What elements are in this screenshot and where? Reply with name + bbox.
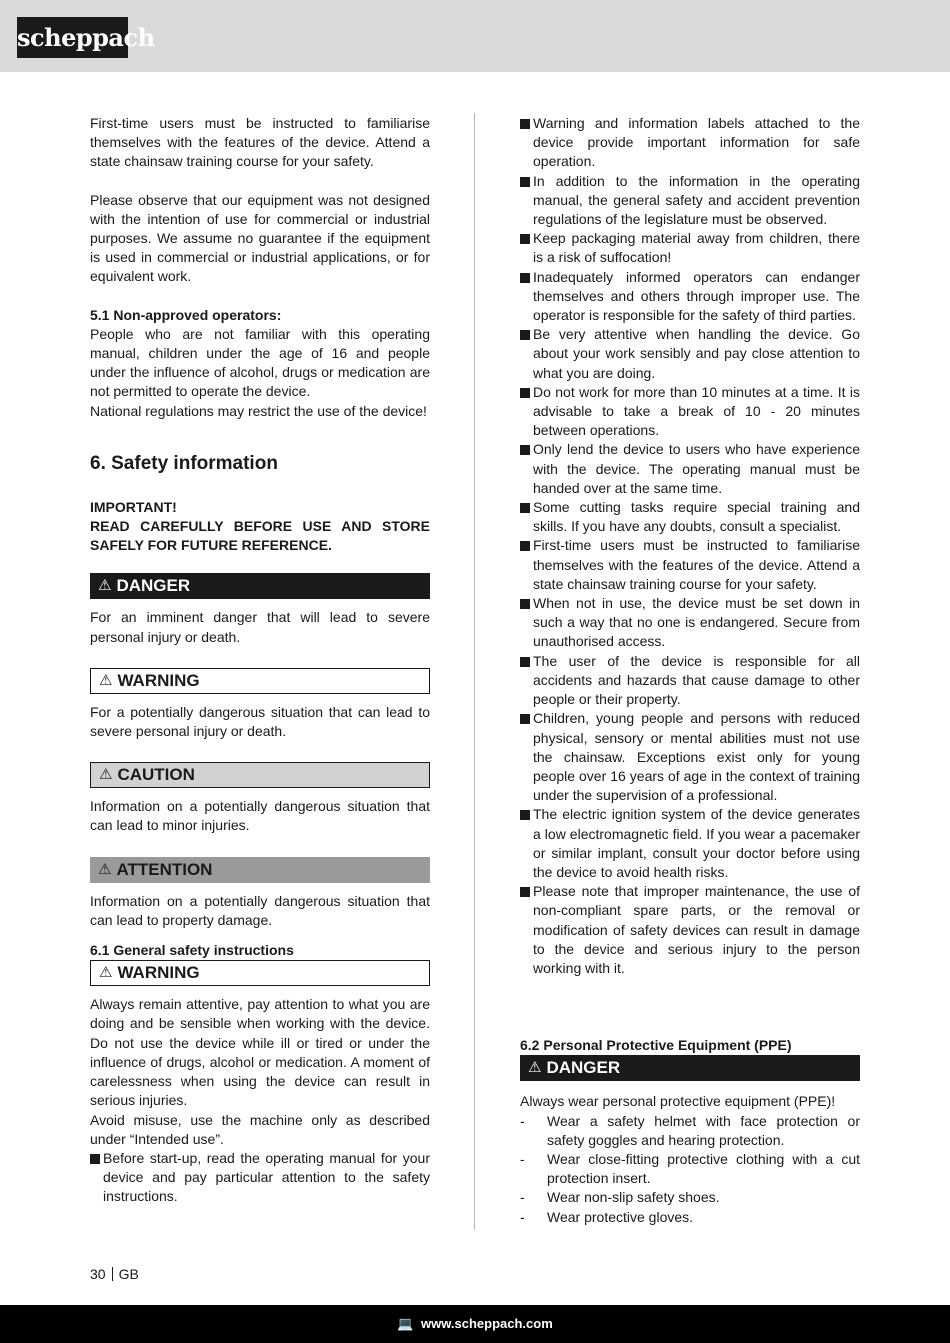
section-5-1-paragraph-1: People who are not familiar with this operating manual, children under the age of 16 and people under the influence of alcohol, drugs or medication are not permitted to operate the device.: [90, 325, 430, 400]
left-column: [90, 114, 430, 1207]
warning-box-2: [90, 960, 430, 986]
important-notice: READ CAREFULLY BEFORE USE AND STORE SAFELY FOR FUTURE REFERENCE.: [90, 518, 430, 554]
page-number: [90, 1265, 139, 1284]
square-bullet-icon: [520, 714, 530, 724]
page-number-value: 30: [90, 1266, 106, 1282]
square-bullet-icon: [520, 330, 530, 340]
list-item: - Wear close-fitting protective clothing with a cut protection insert.: [520, 1150, 860, 1187]
section-5-1-paragraph-2: National regulations may restrict the use of the device!: [90, 402, 427, 419]
caution-box: [90, 762, 430, 788]
general-safety-list: [90, 1149, 430, 1207]
list-item: When not in use, the device must be set down in such a way that no one is endangered. Secure from unauthorised access.: [520, 594, 860, 652]
square-bullet-icon: [520, 887, 530, 897]
ppe-danger-box: [520, 1055, 860, 1081]
warning-label: WARNING: [117, 963, 200, 983]
safety-instructions-list: [520, 114, 860, 978]
list-item: - Wear a safety helmet with face protection or safety goggles and hearing protection.: [520, 1112, 860, 1148]
attention-description: Information on a potentially dangerous situation that can lead to property damage.: [90, 892, 430, 928]
intro-paragraph-1: First-time users must be instructed to familiarise themselves with the features of the device. Attend a state chainsaw training course for your safety.: [90, 115, 430, 170]
list-item: Keep packaging material away from children, there is a risk of suffocation!: [520, 229, 860, 267]
website-link[interactable]: www.scheppach.com: [421, 1316, 553, 1331]
square-bullet-icon: [520, 810, 530, 820]
warning-triangle-icon: ⚠: [99, 964, 113, 982]
square-bullet-icon: [520, 177, 530, 187]
page-footer: [0, 1305, 950, 1343]
section-6-1-paragraph-1: Always remain attentive, pay attention to what you are doing and be sensible when working with the device. Do not use the device while ill or tired or under the influence of drugs, alcohol or medication. A moment of carelessness when using the device can result in serious injuries.: [90, 996, 430, 1109]
list-item: First-time users must be instructed to familiarise themselves with the features of the device. Attend a state chainsaw training course for your safety.: [520, 536, 860, 594]
ppe-list: [520, 1112, 860, 1227]
ppe-intro: Always wear personal protective equipment (PPE)!: [520, 1093, 836, 1110]
section-5-1-title: 5.1 Non-approved operators:: [90, 306, 282, 323]
important-heading: IMPORTANT!: [90, 498, 177, 515]
list-item: Only lend the device to users who have experience with the device. The operating manual must be handed over at the same time.: [520, 440, 860, 498]
warning-triangle-icon: ⚠: [98, 577, 112, 595]
scheppach-logo: scheppach: [17, 17, 128, 58]
intro-paragraph-2: Please observe that our equipment was not designed with the intention of use for commercial or industrial purposes. We assume no guarantee if the equipment is used in commercial or industrial applications, or for equivalent work.: [90, 191, 430, 285]
square-bullet-icon: [520, 503, 530, 513]
section-6-title: 6. Safety information: [90, 452, 278, 474]
warning-triangle-icon: ⚠: [99, 766, 113, 784]
danger-label: DANGER: [116, 576, 191, 596]
square-bullet-icon: [520, 273, 530, 283]
section-6-1-paragraph-2: Avoid misuse, use the machine only as described under “Intended use”.: [90, 1111, 430, 1147]
square-bullet-icon: [520, 657, 530, 667]
square-bullet-icon: [520, 445, 530, 455]
danger-box: [90, 573, 430, 599]
warning-triangle-icon: ⚠: [528, 1059, 542, 1077]
list-item: - Wear protective gloves.: [520, 1208, 694, 1225]
list-item: Please note that improper maintenance, the use of non-compliant spare parts, or the removal or modification of safety devices can result in damage to the device and serious injury to the person working with it.: [520, 882, 860, 978]
warning-triangle-icon: ⚠: [99, 671, 113, 689]
danger-description: For an imminent danger that will lead to severe personal injury or death.: [90, 609, 430, 645]
square-bullet-icon: [520, 234, 530, 244]
list-item: The user of the device is responsible for all accidents and hazards that cause damage to other people or their property.: [520, 652, 860, 710]
list-item: - Wear non-slip safety shoes.: [520, 1189, 720, 1206]
caution-label: CAUTION: [117, 765, 195, 785]
page-language: GB: [118, 1266, 139, 1282]
warning-triangle-icon: ⚠: [98, 860, 112, 878]
list-item: Children, young people and persons with reduced physical, sensory or mental abilities must not use the chainsaw. Exceptions exist only for young people over 16 years of age in the context of training under the supervision of a professional.: [520, 709, 860, 805]
section-6-1-title: 6.1 General safety instructions: [90, 942, 294, 959]
attention-box: [90, 857, 430, 883]
warning-description: For a potentially dangerous situation that can lead to severe personal injury or death.: [90, 703, 430, 740]
attention-label: ATTENTION: [116, 859, 213, 879]
page-header: [0, 0, 950, 72]
list-item: Warning and information labels attached to the device provide important information for safe operation.: [520, 114, 860, 172]
right-column: [520, 114, 860, 1227]
list-item: Some cutting tasks require special training and skills. If you have any doubts, consult a specialist.: [520, 498, 860, 536]
list-item: The electric ignition system of the device generates a low electromagnetic field. If you wear a pacemaker or similar implant, consult your doctor before using the device to avoid health risks.: [520, 805, 860, 882]
section-6-2-title: 6.2 Personal Protective Equipment (PPE): [520, 1037, 792, 1054]
square-bullet-icon: [520, 119, 530, 129]
list-item: Before start-up, read the operating manual for your device and pay particular attention to the safety instructions.: [90, 1149, 430, 1207]
square-bullet-icon: [520, 541, 530, 551]
list-item: Be very attentive when handling the device. Go about your work sensibly and pay close attention to what you are doing.: [520, 325, 860, 383]
warning-label: WARNING: [117, 670, 200, 690]
warning-box: [90, 668, 430, 694]
square-bullet-icon: [520, 599, 530, 609]
list-item: Do not work for more than 10 minutes at a time. It is advisable to take a break of 10 - 20 minutes between operations.: [520, 383, 860, 441]
list-item: Inadequately informed operators can endanger themselves and others through improper use. The operator is responsible for the safety of third parties.: [520, 268, 860, 326]
caution-description: Information on a potentially dangerous situation that can lead to minor injuries.: [90, 798, 430, 834]
square-bullet-icon: [90, 1154, 100, 1164]
danger-label: DANGER: [546, 1058, 621, 1078]
list-item: In addition to the information in the operating manual, the general safety and accident prevention regulations of the legislature must be observed.: [520, 172, 860, 230]
computer-icon: 💻: [397, 1316, 414, 1331]
square-bullet-icon: [520, 388, 530, 398]
column-divider: [474, 113, 475, 1230]
